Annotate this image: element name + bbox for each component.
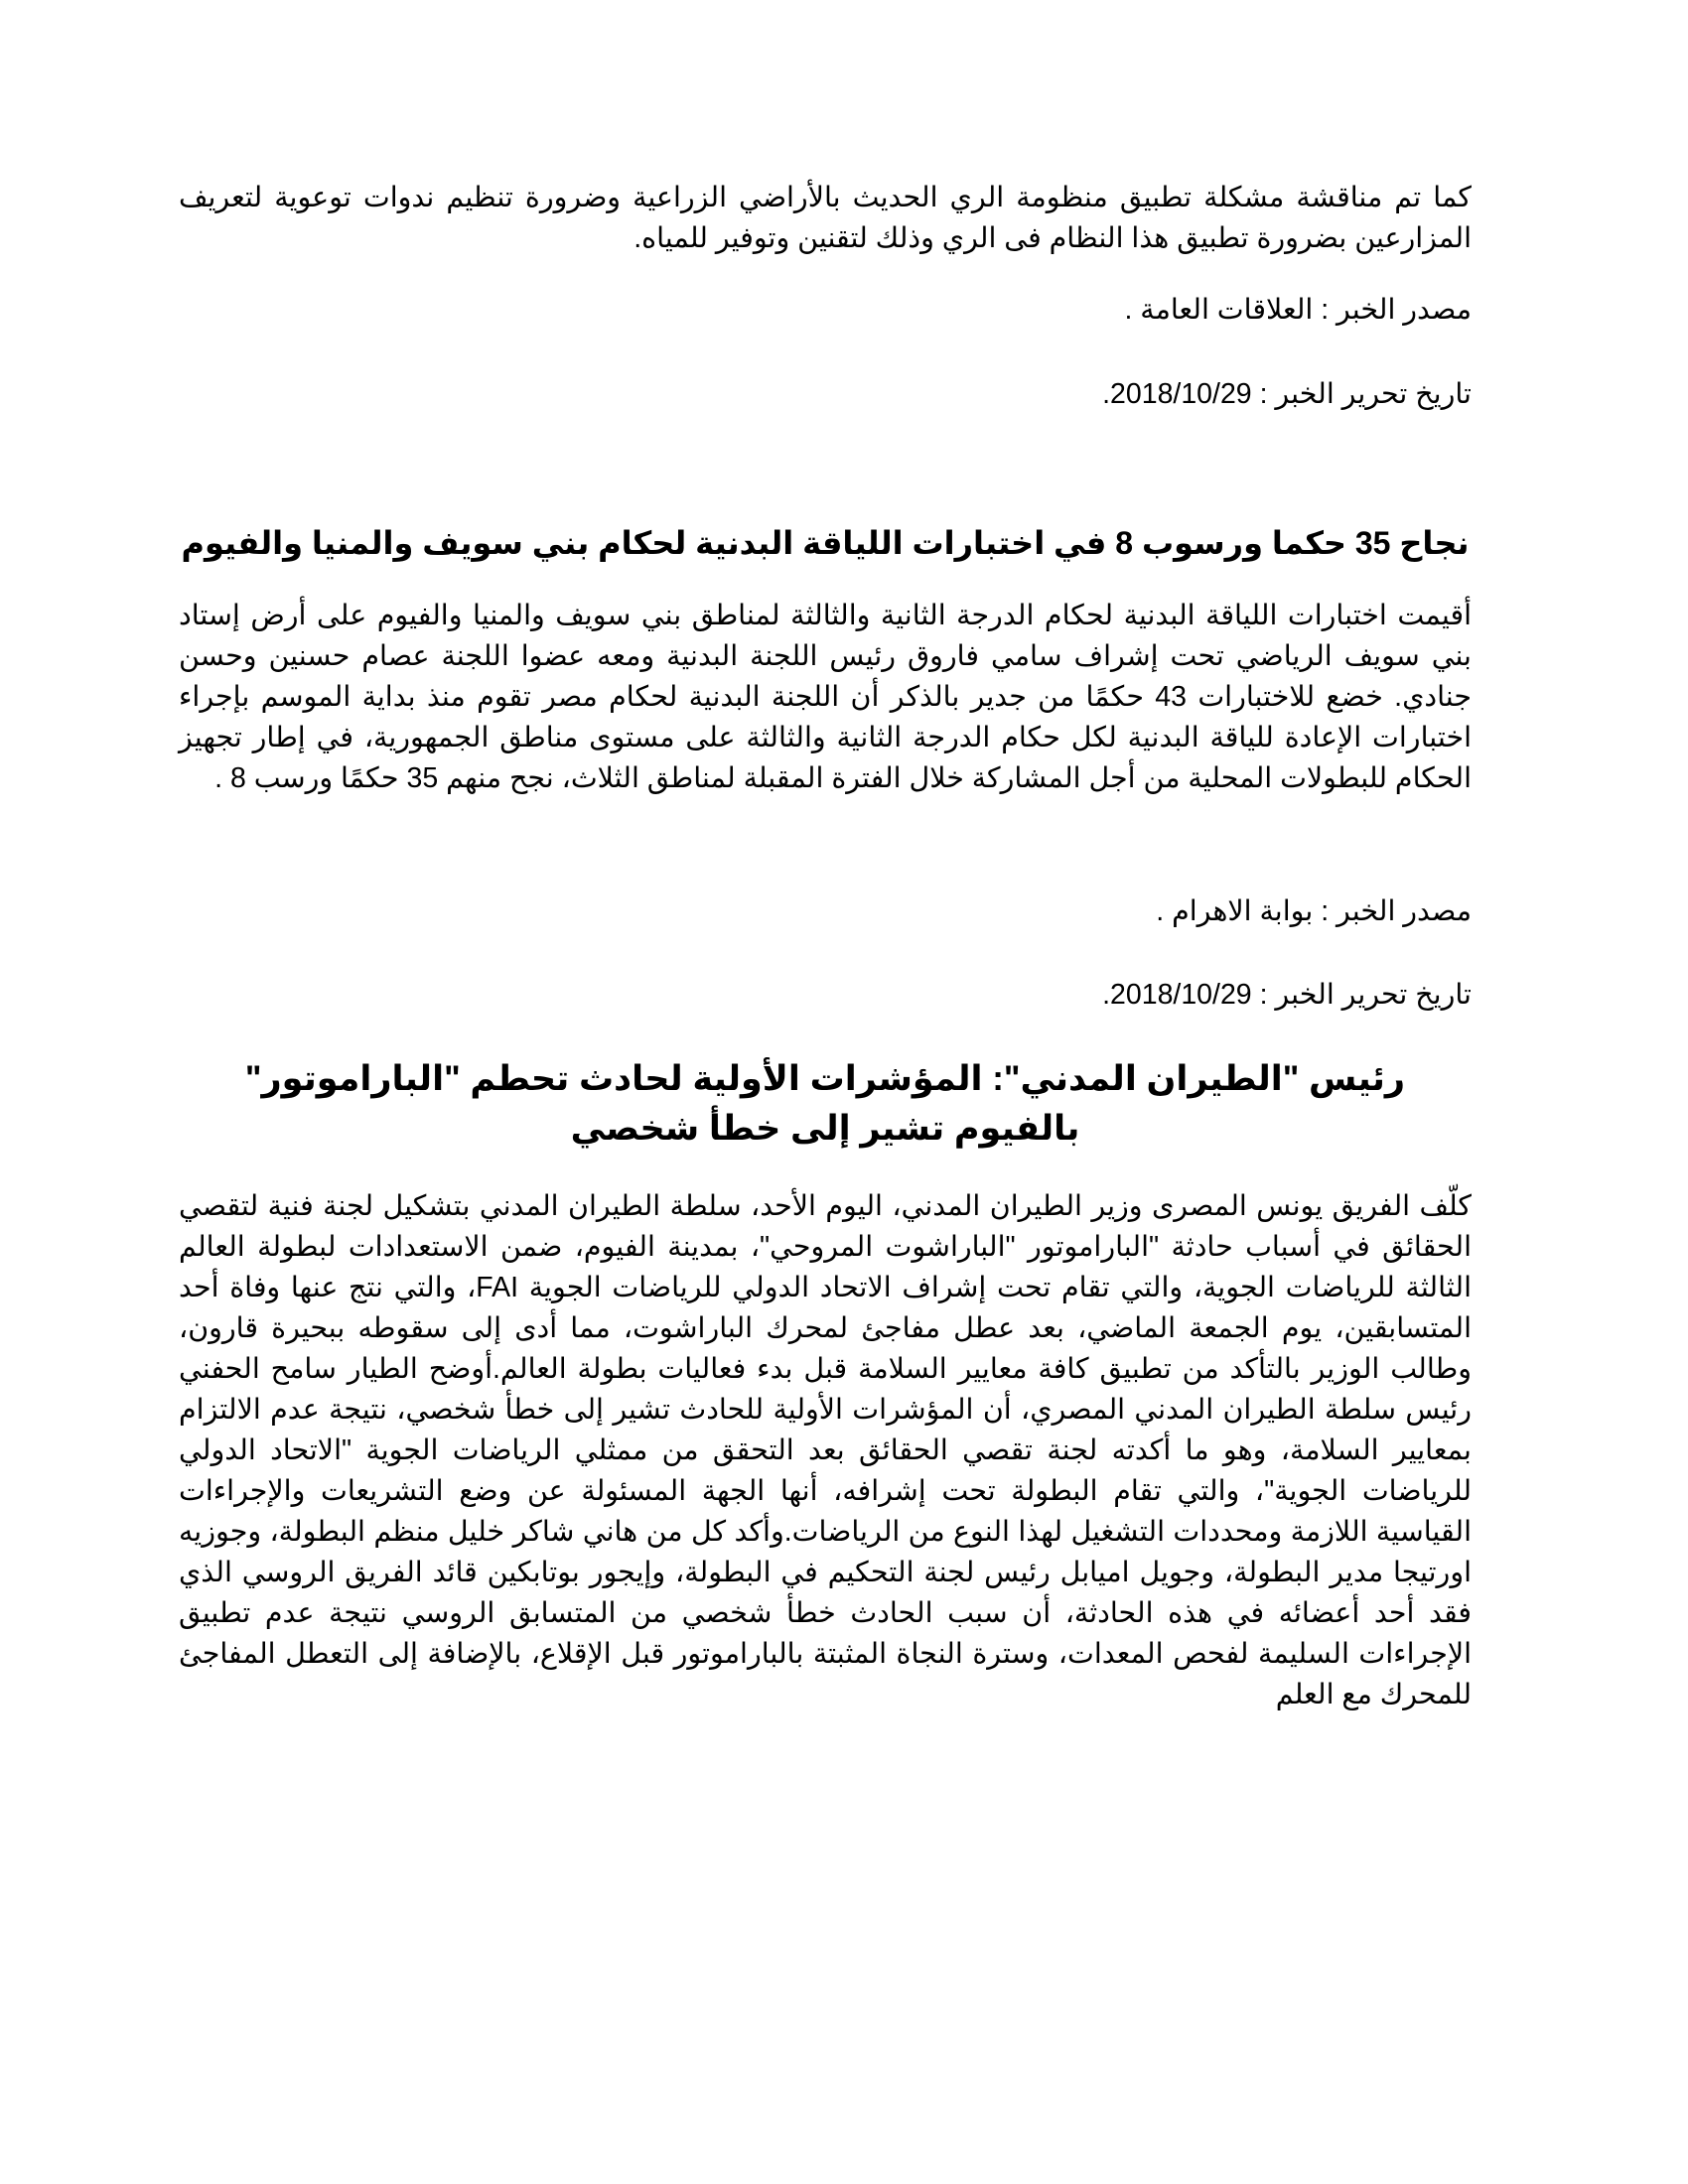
article1-source: مصدر الخبر : العلاقات العامة . (1124, 294, 1472, 326)
article3-headline: رئيس "الطيران المدني": المؤشرات الأولية لحادث تحطم "الباراموتور" بالفيوم تشير إلى خطأ شخصي (244, 1059, 1406, 1148)
article2-headline: نجاح 35 حكما ورسوب 8 في اختبارات اللياقة البدنية لحكام بني سويف والمنيا والفيوم (181, 525, 1470, 561)
document-page (179, 0, 1472, 2184)
article3-body: كلّف الفريق يونس المصرى وزير الطيران المدني، اليوم الأحد، سلطة الطيران المدني بتشكيل لجنة فنية لتقصي الحقائق في أسباب حادثة "الباراموتور "الباراشوت المروحي"، بمدينة الفيوم، ضمن الاستعدادات لبطولة العالم الثالثة للرياضات الجوية، والتي تقام تحت إشراف الاتحاد الدولي للرياضات الجوية FAI، والتي نتج عنها وفاة أحد المتسابقين، يوم الجمعة الماضي، بعد عطل مفاجئ لمحرك الباراشوت، مما أدى إلى سقوطه ببحيرة قارون، وطالب الوزير بالتأكد من تطبيق كافة معايير السلامة قبل بدء فعاليات بطولة العالم.أوضح الطيار سامح الحفني رئيس سلطة الطيران المدني المصري، أن المؤشرات الأولية للحادث تشير إلى خطأ شخصي، نتيجة عدم الالتزام بمعايير السلامة، وهو ما أكدته لجنة تقصي الحقائق بعد التحقق من ممثلي الرياضات الجوية "الاتحاد الدولي للرياضات الجوية"، والتي تقام البطولة تحت إشرافه، أنها الجهة المسئولة عن وضع التشريعات والإجراءات القياسية اللازمة ومحددات التشغيل لهذا النوع من الرياضات.وأكد كل من هاني شاكر خليل منظم البطولة، وجوزيه اورتيجا مدير البطولة، وجويل اميابل رئيس لجنة التحكيم في البطولة، وإيجور بوتابكين قائد الفريق الروسي الذي فقد أحد أعضائه في هذه الحادثة، أن سبب الحادث خطأ شخصي من المتسابق الروسي نتيجة عدم تطبيق الإجراءات السليمة لفحص المعدات، وسترة النجاة المثبتة بالباراموتور قبل الإقلاع، بالإضافة إلى التعطل المفاجئ للمحرك مع العلم (179, 1190, 1472, 1710)
article2-date: تاريخ تحرير الخبر : 2018/10/29. (1102, 979, 1472, 1011)
article1-body: كما تم مناقشة مشكلة تطبيق منظومة الري الحديث بالأراضي الزراعية وضرورة تنظيم ندوات توعوية لتعريف المزارعين بضرورة تطبيق هذا النظام فى الري وذلك لتقنين وتوفير للمياه. (179, 182, 1472, 254)
article1-date: تاريخ تحرير الخبر : 2018/10/29. (1102, 378, 1472, 410)
article2-body: أقيمت اختبارات اللياقة البدنية لحكام الدرجة الثانية والثالثة لمناطق بني سويف والمنيا والفيوم على أرض إستاد بني سويف الرياضي تحت إشراف سامي فاروق رئيس اللجنة البدنية ومعه عضوا اللجنة عصام حسنين وحسن جنادي. خضع للاختبارات 43 حكمًا من جدير بالذكر أن اللجنة البدنية لحكام مصر تقوم منذ بداية الموسم بإجراء اختبارات الإعادة للياقة البدنية لكل حكام الدرجة الثانية والثالثة على مستوى مناطق الجمهورية، في إطار تجهيز الحكام للبطولات المحلية من أجل المشاركة خلال الفترة المقبلة لمناطق الثلاث، نجح منهم 35 حكمًا ورسب 8 . (179, 600, 1472, 794)
article2-source: مصدر الخبر : بوابة الاهرام . (1156, 895, 1472, 927)
